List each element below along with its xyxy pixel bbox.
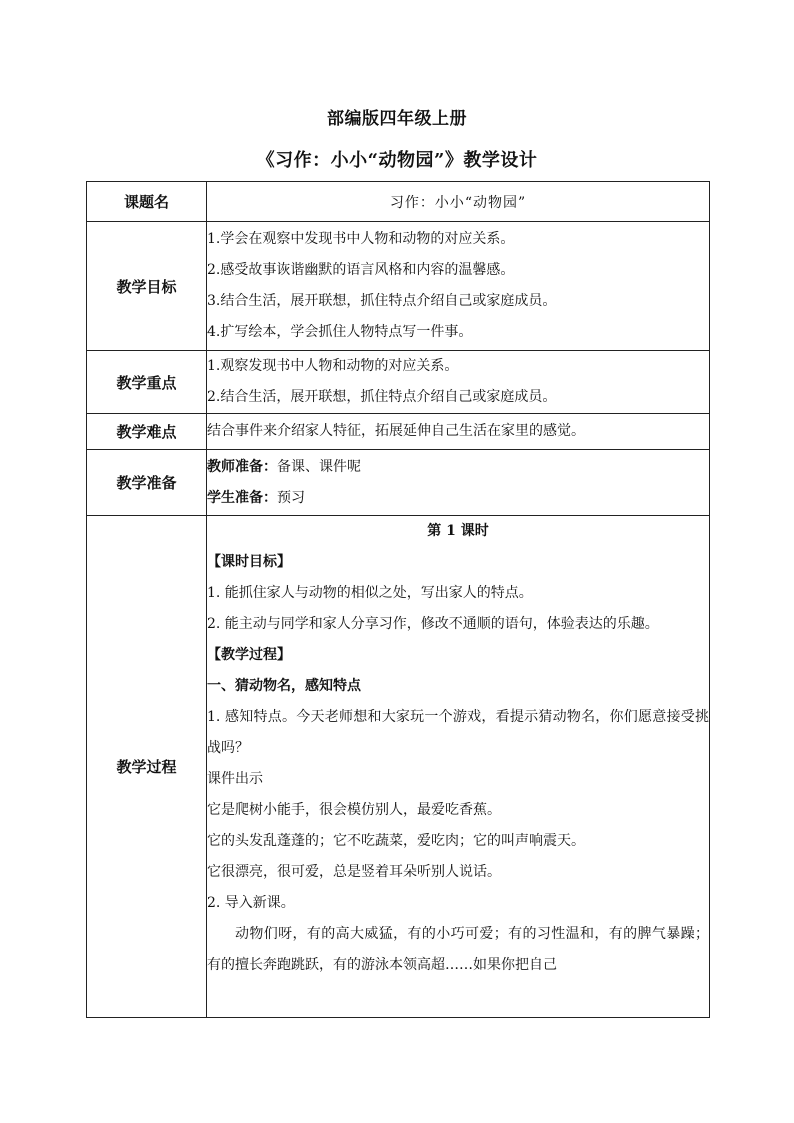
goal-item: 4.扩写绘本，学会抓住人物特点写一件事。 <box>207 324 473 340</box>
objective-item: 2. 能主动与同学和家人分享习作，修改不通顺的语句，体验表达的乐趣。 <box>207 616 659 632</box>
teacher-preparation-value: 备课、课件呢 <box>277 458 361 475</box>
process-content <box>207 516 710 1018</box>
goals-content <box>207 222 710 351</box>
goal-item: 1.学会在观察中发现书中人物和动物的对应关系。 <box>207 231 515 247</box>
row-topic <box>87 182 710 222</box>
topic-label: 课题名 <box>87 182 207 222</box>
document-title: 部编版四年级上册 <box>327 109 467 129</box>
riddle-item: 它很漂亮，很可爱，总是竖着耳朵听别人说话。 <box>207 864 501 880</box>
row-key-points <box>87 351 710 414</box>
row-difficulties <box>87 414 710 450</box>
preparation-content <box>207 450 710 516</box>
riddle-item: 它的头发乱蓬蓬的；它不吃蔬菜，爱吃肉；它的叫声响震天。 <box>207 833 585 849</box>
row-process <box>87 516 710 1018</box>
lesson-title: 第 1 课时 <box>427 523 489 539</box>
student-preparation <box>207 483 709 514</box>
intro-paragraph: 动物们呀，有的高大威猛，有的小巧可爱；有的习性温和，有的脾气暴躁；有的擅长奔跑跳跃，有的游泳本领高超……如果你把自己 <box>207 926 709 973</box>
step-item: 1. 感知特点。今天老师想和大家玩一个游戏，看提示猜动物名，你们愿意接受挑战吗？ <box>207 709 709 756</box>
key-point-item: 2.结合生活，展开联想，抓住特点介绍自己或家庭成员。 <box>207 389 557 405</box>
row-goals <box>87 222 710 351</box>
process-heading: 【教学过程】 <box>207 647 291 663</box>
teacher-preparation <box>207 452 709 483</box>
lesson-plan-table <box>86 181 710 1018</box>
courseware-note: 课件出示 <box>207 771 263 787</box>
difficulties-content <box>207 414 710 450</box>
process-label: 教学过程 <box>87 516 207 1018</box>
objectives-heading: 【课时目标】 <box>207 554 291 570</box>
key-points-label: 教学重点 <box>87 351 207 414</box>
step-item: 2. 导入新课。 <box>207 895 295 911</box>
key-points-content <box>207 351 710 414</box>
student-preparation-label: 学生准备： <box>207 489 277 506</box>
student-preparation-value: 预习 <box>277 489 305 506</box>
goal-item: 3.结合生活，展开联想，抓住特点介绍自己或家庭成员。 <box>207 293 557 309</box>
difficulty-text: 结合事件来介绍家人特征，拓展延伸自己生活在家里的感觉。 <box>207 423 585 439</box>
teacher-preparation-label: 教师准备： <box>207 458 277 475</box>
row-preparation <box>87 450 710 516</box>
section-title: 一、猜动物名，感知特点 <box>207 678 361 694</box>
goal-item: 2.感受故事诙谐幽默的语言风格和内容的温馨感。 <box>207 262 515 278</box>
riddle-item: 它是爬树小能手，很会模仿别人，最爱吃香蕉。 <box>207 802 501 818</box>
objective-item: 1. 能抓住家人与动物的相似之处，写出家人的特点。 <box>207 585 533 601</box>
goals-label: 教学目标 <box>87 222 207 351</box>
key-point-item: 1.观察发现书中人物和动物的对应关系。 <box>207 358 459 374</box>
document-subtitle: 《习作：小小“动物园”》教学设计 <box>256 150 538 171</box>
topic-value: 习作：小小“动物园” <box>207 182 710 222</box>
difficulties-label: 教学难点 <box>87 414 207 450</box>
preparation-label: 教学准备 <box>87 450 207 516</box>
